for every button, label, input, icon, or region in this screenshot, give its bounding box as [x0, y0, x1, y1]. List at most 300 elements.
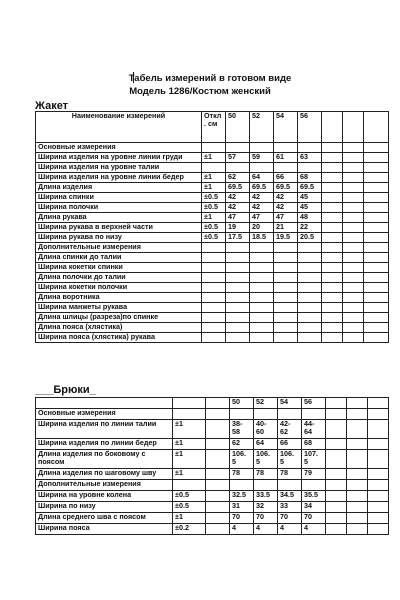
size-52-value: 42 [250, 193, 274, 203]
tolerance: ±0.5 [202, 233, 226, 243]
tolerance [202, 163, 226, 173]
size-52-value: 106. 5 [254, 450, 278, 469]
size-56-value: 22 [298, 223, 322, 233]
size-52-value [250, 143, 274, 153]
empty-cell [322, 333, 343, 343]
measurement-name: Длина шлицы (разреза)по спинке [36, 313, 202, 323]
table-row [36, 513, 389, 524]
size-52-value: 18.5 [250, 233, 274, 243]
header-size-50: 50 [226, 112, 250, 143]
empty-cell [322, 283, 343, 293]
empty-cell [322, 143, 343, 153]
empty-cell [347, 513, 368, 524]
empty-cell [326, 469, 347, 480]
size-56-value: 68 [302, 439, 326, 450]
header-size-52: 52 [254, 398, 278, 409]
empty-cell [368, 469, 389, 480]
size-54-value: 34.5 [278, 491, 302, 502]
size-54-value [274, 333, 298, 343]
table-row [36, 293, 389, 303]
empty-cell [347, 480, 368, 491]
table-row [36, 173, 389, 183]
size-54-value: 42- 62 [278, 420, 302, 439]
empty-cell [368, 420, 389, 439]
table-row [36, 223, 389, 233]
size-56-value: 34 [302, 502, 326, 513]
tolerance [202, 263, 226, 273]
measurement-name: Ширина рукава в верхней части [36, 223, 202, 233]
size-52-value: 64 [254, 439, 278, 450]
empty-cell [326, 450, 347, 469]
size-54-value [274, 143, 298, 153]
size-54-value [274, 263, 298, 273]
measurement-name: Дополнительные измерения [36, 480, 173, 491]
tolerance: ±1 [173, 469, 206, 480]
table-row [36, 323, 389, 333]
size-50-value: 62 [226, 173, 250, 183]
size-50-value: 32.5 [230, 491, 254, 502]
size-50-value: 19 [226, 223, 250, 233]
empty-cell [343, 112, 364, 143]
size-52-value: 47 [250, 213, 274, 223]
size-50-value [226, 293, 250, 303]
size-50-value [226, 263, 250, 273]
empty-cell [326, 524, 347, 535]
size-56-value [298, 333, 322, 343]
measurement-name: Длина воротника [36, 293, 202, 303]
table-row [36, 283, 389, 293]
size-54-value: 70 [278, 513, 302, 524]
size-50-value [226, 143, 250, 153]
empty-cell [322, 243, 343, 253]
empty-cell [322, 112, 343, 143]
size-56-value [298, 253, 322, 263]
empty-cell [368, 480, 389, 491]
table-row [36, 183, 389, 193]
size-52-value: 4 [254, 524, 278, 535]
tolerance [202, 143, 226, 153]
table-row [36, 153, 389, 163]
empty-cell [322, 223, 343, 233]
size-54-value [274, 163, 298, 173]
tolerance [202, 253, 226, 263]
table-row [36, 143, 389, 153]
empty-cell [364, 253, 389, 263]
empty-cell [364, 193, 389, 203]
table-row [36, 450, 389, 469]
size-50-value [226, 163, 250, 173]
size-54-value: 33 [278, 502, 302, 513]
measurement-name: Ширина спинки [36, 193, 202, 203]
empty-cell [322, 213, 343, 223]
size-52-value: 64 [250, 173, 274, 183]
empty-cell [364, 163, 389, 173]
table-row [36, 524, 389, 535]
empty-cell [322, 313, 343, 323]
measurement-name: Длина изделия по боковому с поясом [36, 450, 173, 469]
size-54-value: 66 [274, 173, 298, 183]
model-title: Модель 1286/Костюм женский [129, 86, 271, 97]
empty-cell [206, 450, 230, 469]
empty-cell [347, 398, 368, 409]
empty-cell [206, 439, 230, 450]
size-52-value [250, 303, 274, 313]
measurement-name: Ширина изделия на уровне линии бедер [36, 173, 202, 183]
size-52-value: 20 [250, 223, 274, 233]
tolerance [202, 273, 226, 283]
table-row [36, 409, 389, 420]
size-56-value [298, 303, 322, 313]
size-52-value: 69.5 [250, 183, 274, 193]
empty-cell [368, 513, 389, 524]
size-56-value: 63 [298, 153, 322, 163]
size-56-value [298, 313, 322, 323]
tolerance [202, 283, 226, 293]
empty-cell [364, 293, 389, 303]
empty-cell [36, 398, 173, 409]
empty-cell [206, 524, 230, 535]
empty-cell [206, 420, 230, 439]
size-56-value: 4 [302, 524, 326, 535]
empty-cell [326, 502, 347, 513]
size-54-value [278, 480, 302, 491]
sheet-title: Табель измерений в готовом виде [128, 73, 292, 84]
empty-cell [364, 283, 389, 293]
empty-cell [343, 213, 364, 223]
size-56-value [298, 163, 322, 173]
empty-cell [343, 173, 364, 183]
size-56-value: 79 [302, 469, 326, 480]
measurement-name: Основные измерения [36, 143, 202, 153]
empty-cell [364, 323, 389, 333]
size-56-value [298, 143, 322, 153]
empty-cell [206, 398, 230, 409]
size-52-value: 59 [250, 153, 274, 163]
size-56-value: 45 [298, 193, 322, 203]
size-54-value: 19.5 [274, 233, 298, 243]
table-row [36, 491, 389, 502]
empty-cell [322, 253, 343, 263]
size-50-value: 31 [230, 502, 254, 513]
measurement-name: Длина пояса (хлястика) [36, 323, 202, 333]
empty-cell [364, 203, 389, 213]
size-52-value [250, 243, 274, 253]
size-54-value: 66 [278, 439, 302, 450]
size-50-value: 70 [230, 513, 254, 524]
measurement-name: Длина изделия по шаговому шву [36, 469, 173, 480]
size-52-value: 32 [254, 502, 278, 513]
size-50-value [226, 303, 250, 313]
size-54-value [274, 303, 298, 313]
size-50-value: 62 [230, 439, 254, 450]
tolerance: ±0.5 [202, 193, 226, 203]
empty-cell [322, 203, 343, 213]
measurement-name: Длина спинки до талии [36, 253, 202, 263]
size-50-value: 4 [230, 524, 254, 535]
size-52-value: 33.5 [254, 491, 278, 502]
measurement-name: Длина рукава [36, 213, 202, 223]
tolerance: ±1 [173, 513, 206, 524]
empty-cell [364, 112, 389, 143]
empty-cell [368, 398, 389, 409]
table-row [36, 233, 389, 243]
measurement-name: Дополнительные измерения [36, 243, 202, 253]
size-56-value [298, 273, 322, 283]
size-56-value [302, 480, 326, 491]
empty-cell [364, 263, 389, 273]
empty-cell [364, 243, 389, 253]
empty-cell [343, 153, 364, 163]
empty-cell [368, 524, 389, 535]
measurement-name: Ширина изделия на уровне линии груди [36, 153, 202, 163]
size-50-value: 69.5 [226, 183, 250, 193]
size-54-value: 78 [278, 469, 302, 480]
header-size-54: 54 [278, 398, 302, 409]
empty-cell [364, 233, 389, 243]
empty-cell [343, 323, 364, 333]
size-52-value [250, 333, 274, 343]
empty-cell [343, 223, 364, 233]
empty-cell [364, 183, 389, 193]
empty-cell [343, 333, 364, 343]
tolerance [202, 333, 226, 343]
size-54-value [274, 313, 298, 323]
jacket-rows [36, 143, 389, 343]
measurement-name: Ширина кокетки полочки [36, 283, 202, 293]
size-52-value [254, 409, 278, 420]
table-row [36, 469, 389, 480]
size-56-value: 69.5 [298, 183, 322, 193]
size-54-value [278, 409, 302, 420]
empty-cell [343, 193, 364, 203]
size-56-value [298, 293, 322, 303]
empty-cell [364, 273, 389, 283]
header-name: Наименование измерений [36, 112, 202, 143]
size-56-value: 107. 5 [302, 450, 326, 469]
size-50-value [226, 333, 250, 343]
size-50-value: 38- 58 [230, 420, 254, 439]
size-56-value [298, 263, 322, 273]
empty-cell [343, 263, 364, 273]
tolerance [202, 303, 226, 313]
measurement-name: Ширина манжеты рукава [36, 303, 202, 313]
size-52-value [250, 263, 274, 273]
empty-cell [364, 173, 389, 183]
header-tolerance: Откл . см [202, 112, 226, 143]
empty-cell [364, 313, 389, 323]
empty-cell [326, 409, 347, 420]
size-52-value: 70 [254, 513, 278, 524]
size-50-value: 42 [226, 193, 250, 203]
empty-cell [322, 273, 343, 283]
measurement-name: Ширина рукава по низу [36, 233, 202, 243]
empty-cell [322, 153, 343, 163]
size-56-value: 35.5 [302, 491, 326, 502]
size-50-value: 42 [226, 203, 250, 213]
tolerance [173, 409, 206, 420]
size-50-value [226, 243, 250, 253]
size-50-value: 57 [226, 153, 250, 163]
size-54-value [274, 243, 298, 253]
tolerance: ±1 [173, 439, 206, 450]
size-56-value: 48 [298, 213, 322, 223]
tolerance: ±1 [202, 183, 226, 193]
tolerance [202, 313, 226, 323]
empty-cell [364, 333, 389, 343]
measurement-name: Ширина изделия на уровне талии [36, 163, 202, 173]
tolerance [202, 293, 226, 303]
measurement-name: Ширина по низу [36, 502, 173, 513]
size-52-value: 78 [254, 469, 278, 480]
size-54-value [274, 273, 298, 283]
header-size-50: 50 [230, 398, 254, 409]
empty-cell [343, 283, 364, 293]
size-50-value [226, 273, 250, 283]
size-52-value: 40- 60 [254, 420, 278, 439]
measurement-name: Длина изделия [36, 183, 202, 193]
table-row [36, 243, 389, 253]
tolerance: ±1 [202, 173, 226, 183]
size-54-value: 69.5 [274, 183, 298, 193]
table-row [36, 313, 389, 323]
size-52-value [250, 253, 274, 263]
size-50-value: 78 [230, 469, 254, 480]
empty-cell [343, 313, 364, 323]
empty-cell [206, 409, 230, 420]
pants-rows [36, 409, 389, 535]
size-52-value [250, 293, 274, 303]
measurement-name: Ширина пояса [36, 524, 173, 535]
tolerance: ±0.5 [173, 502, 206, 513]
size-56-value: 44- 64 [302, 420, 326, 439]
size-54-value: 4 [278, 524, 302, 535]
size-50-value [230, 480, 254, 491]
header-size-54: 54 [274, 112, 298, 143]
size-52-value [250, 323, 274, 333]
empty-cell [322, 303, 343, 313]
measurement-name: Основные измерения [36, 409, 173, 420]
tolerance: ±1 [202, 213, 226, 223]
size-54-value [274, 283, 298, 293]
size-54-value: 61 [274, 153, 298, 163]
empty-cell [343, 303, 364, 313]
tolerance: ±0.5 [173, 491, 206, 502]
empty-cell [322, 263, 343, 273]
jacket-section-title: Жакет [35, 100, 69, 112]
size-56-value: 20.5 [298, 233, 322, 243]
empty-cell [364, 213, 389, 223]
size-56-value [298, 243, 322, 253]
empty-cell [343, 293, 364, 303]
header-size-52: 52 [250, 112, 274, 143]
tolerance [173, 480, 206, 491]
measurement-name: Длина среднего шва с поясом [36, 513, 173, 524]
size-56-value [298, 283, 322, 293]
empty-cell [343, 233, 364, 243]
empty-cell [368, 491, 389, 502]
size-50-value [226, 283, 250, 293]
size-54-value [274, 323, 298, 333]
measurement-name: Длина полочки до талии [36, 273, 202, 283]
empty-cell [347, 450, 368, 469]
empty-cell [173, 398, 206, 409]
header-size-56: 56 [302, 398, 326, 409]
empty-cell [326, 420, 347, 439]
size-52-value [250, 283, 274, 293]
pants-table [35, 397, 389, 535]
pants-section-title: ___Брюки_ [35, 384, 96, 396]
empty-cell [326, 480, 347, 491]
empty-cell [343, 253, 364, 263]
size-50-value: 106. 5 [230, 450, 254, 469]
empty-cell [206, 491, 230, 502]
size-54-value: 106. 5 [278, 450, 302, 469]
empty-cell [322, 193, 343, 203]
table-row [36, 439, 389, 450]
empty-cell [368, 450, 389, 469]
size-50-value [226, 313, 250, 323]
empty-cell [206, 513, 230, 524]
empty-cell [343, 273, 364, 283]
size-54-value [274, 293, 298, 303]
tolerance: ±0.5 [202, 223, 226, 233]
empty-cell [347, 524, 368, 535]
size-56-value: 45 [298, 203, 322, 213]
size-54-value [274, 253, 298, 263]
empty-cell [206, 502, 230, 513]
empty-cell [343, 143, 364, 153]
empty-cell [347, 409, 368, 420]
size-52-value: 42 [250, 203, 274, 213]
table-row [36, 502, 389, 513]
empty-cell [368, 502, 389, 513]
empty-cell [326, 398, 347, 409]
empty-cell [368, 409, 389, 420]
empty-cell [322, 323, 343, 333]
table-row [36, 253, 389, 263]
empty-cell [347, 439, 368, 450]
empty-cell [322, 183, 343, 193]
size-52-value [250, 163, 274, 173]
table-row [36, 193, 389, 203]
table-row [36, 480, 389, 491]
jacket-table [35, 111, 389, 343]
tolerance: ±0.2 [173, 524, 206, 535]
empty-cell [206, 469, 230, 480]
header-size-56: 56 [298, 112, 322, 143]
tolerance: ±1 [202, 153, 226, 163]
size-54-value: 42 [274, 193, 298, 203]
table-row [36, 213, 389, 223]
empty-cell [322, 293, 343, 303]
table-row [36, 273, 389, 283]
size-56-value: 70 [302, 513, 326, 524]
empty-cell [368, 439, 389, 450]
measurement-name: Ширина полочки [36, 203, 202, 213]
empty-cell [343, 163, 364, 173]
empty-cell [347, 469, 368, 480]
table-row [36, 203, 389, 213]
empty-cell [364, 153, 389, 163]
empty-cell [322, 163, 343, 173]
size-50-value [226, 253, 250, 263]
size-50-value: 17.5 [226, 233, 250, 243]
empty-cell [347, 420, 368, 439]
measurement-name: Ширина изделия по линии талии [36, 420, 173, 439]
measurement-name: Ширина кокетки спинки [36, 263, 202, 273]
tolerance [202, 243, 226, 253]
size-54-value: 47 [274, 213, 298, 223]
